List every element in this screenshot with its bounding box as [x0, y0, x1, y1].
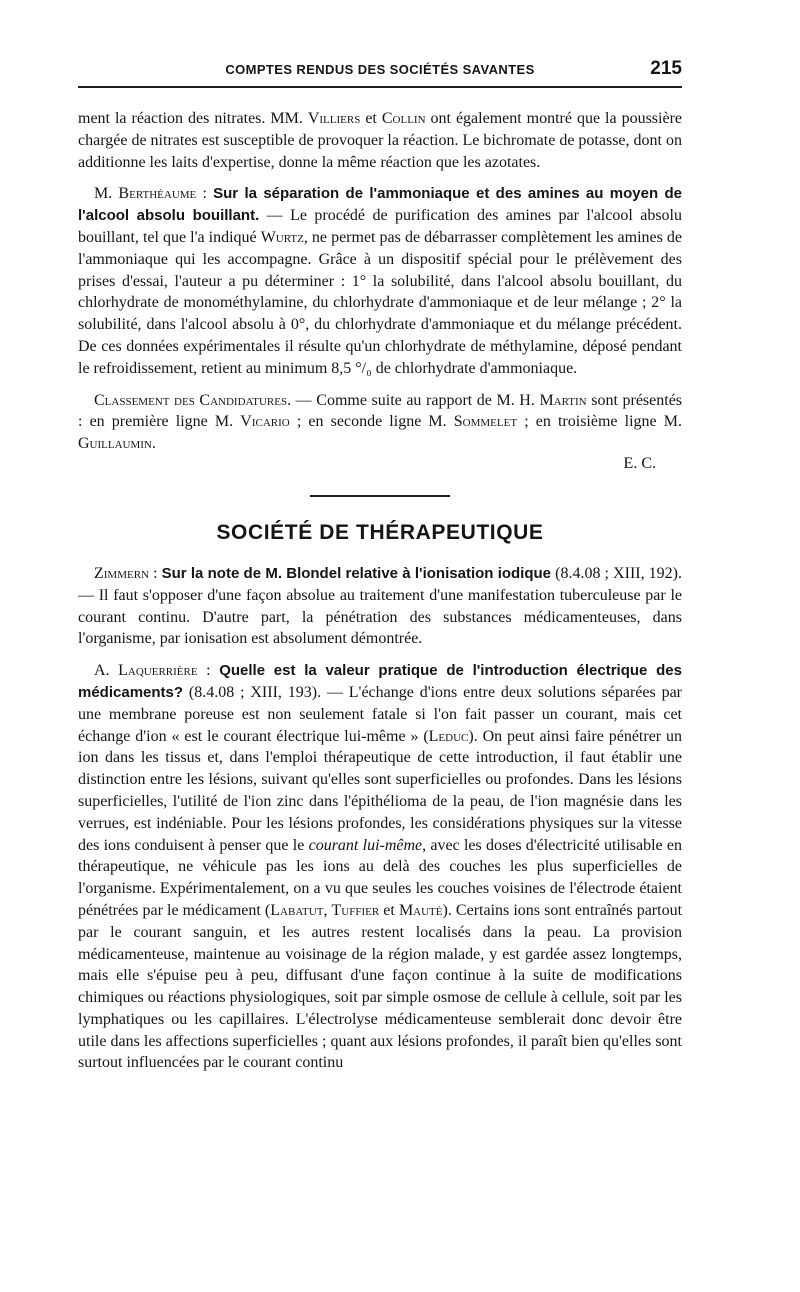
article-title: Sur la séparation de l'ammoniaque et des amines au moyen de l'alcool absolu bouillant.	[78, 185, 682, 225]
author-name: Sommelet	[453, 413, 518, 431]
signature-line	[78, 455, 682, 473]
paragraph-nitrates: ment la réaction des nitrates. MM. Villiers et Collin ont également montré que la poussière chargée de nitrates est susceptible de provoquer la réaction. Le bichromate de potasse, dont on additionne les laits d'expertise, donne la même réaction que les azotates.	[78, 110, 683, 171]
article-title: Quelle est la valeur pratique de l'introduction électrique des médicaments?	[78, 662, 682, 701]
paragraph-laquerriere: A. Laquerrière : Quelle est la valeur pratique de l'introduction électrique des médicaments? (8.4.08 ; XIII, 193). — L'échange d'ions entre deux solutions séparées par une membrane poreuse est non seulement fatale si l'on fait passer un courant, mais cet échange d'ion « est le courant électrique lui-même » (Leduc). On peut ainsi faire pénétrer un ion dans les tissus et, dans l'emploi thérapeutique de cette introduction, il faut établir une distinction entre les lésions, suivant qu'elles sont superficielles ou profondes. Dans les lésions superficielles, l'utilité de l'ion zinc dans l'épithélioma de la peau, de l'ion magnésie dans les verrues, est indéniable. Pour les lésions profondes, les considérations physiques sur la vitesse des ions conduisent à penser que le courant lui-même, avec les doses d'électricité utilisable en thérapeutique, ne véhicule pas les ions au delà des couches les plus superficielles de l'organisme. Expérimentalement, on a vu que seules les couches voisines de l'électrode étaient pénétrées par le médicament (Labatut, Tuffier et Mauté). Certains ions sont entraînés partout par le courant sanguin, et les autres restent localisés dans la peau. La provision médicamenteuse, maintenue au voisinage de la région malade, y est gardée assez longtemps, mais elle s'épuise peu à peu, diffusant d'une façon continue à la suite de modifications chimiques ou réactions physiologiques, soit par simple osmose de cellule à cellule, soit par les lymphatiques ou les capillaires. L'électrolyse médicamenteuse semblerait donc devoir être utile dans les affections superficielles ; quant aux lésions profondes, il paraît bien qu'elles sont surtout influencées par le courant continu	[78, 662, 683, 1072]
author-name: Berthéaume	[118, 185, 197, 203]
running-header	[78, 58, 682, 88]
author-name: Wurtz	[260, 228, 304, 246]
section-heading: SOCIÉTÉ DE THÉRAPEUTIQUE	[216, 520, 544, 544]
author-name: Martin	[539, 391, 587, 409]
section-label: Classement des Candidatures.	[94, 391, 292, 409]
paragraph-zimmern: Zimmern : Sur la note de M. Blondel relative à l'ionisation iodique (8.4.08 ; XIII, 192). — Il faut s'opposer d'une façon absolue au traitement d'une manifestation tuberculeuse par le courant continu. D'autre part, la pénétration des substances médicamenteuses, dans l'organisme, par ionisation est absolument démontrée.	[78, 564, 683, 648]
article-title: Sur la note de M. Blondel relative à l'ionisation iodique	[161, 564, 552, 582]
author-name: Collin	[381, 110, 426, 127]
signature: E. C.	[623, 454, 656, 472]
document-page	[78, 58, 682, 1084]
author-name: Tuffier	[331, 901, 380, 919]
paragraph-bertheaume: M. Berthéaume : Sur la séparation de l'ammoniaque et des amines au moyen de l'alcool absolu bouillant. — Le procédé de purification des amines par l'alcool absolu bouillant, tel que l'a indiqué Wurtz, ne permet pas de débarrasser complètement les amines de l'ammoniaque qui les accompagne. Grâce à un dispositif spécial pour le prélèvement des prises d'essai, l'auteur a pu déterminer : 1° la solubilité, dans l'alcool absolu bouillant, du chlorhydrate de monométhylamine, du chlorhydrate d'ammoniaque et de leur mélange ; 2° la solubilité, dans l'alcool absolu à 0°, du chlorhydrate d'ammoniaque et du mélange précédent. De ces données expérimentales il résulte qu'un chlorhydrate de méthylamine, déposé pendant le refroidissement, retient au minimum 8,5 °/₀ de chlorhydrate d'ammoniaque.	[78, 185, 682, 377]
author-name: Mauté	[398, 901, 443, 919]
author-name: Villiers	[307, 110, 361, 127]
body-text	[78, 108, 682, 1074]
paragraph-candidatures: Classement des Candidatures. — Comme suite au rapport de M. H. Martin sont présentés : en première ligne M. Vicario ; en seconde ligne M. Sommelet ; en troisième ligne M. Guillaumin.	[78, 391, 683, 453]
author-name: Zimmern	[94, 564, 149, 582]
emphasis: courant lui-même	[308, 836, 423, 854]
author-name: Vicario	[240, 413, 290, 431]
author-name: Labatut	[270, 901, 324, 919]
running-title: COMPTES RENDUS DES SOCIÉTÉS SAVANTES	[225, 62, 535, 77]
page-number: 215	[650, 58, 682, 79]
author-name: Guillaumin	[78, 435, 152, 453]
author-name: Leduc	[428, 727, 469, 745]
author-name: Laquerrière	[118, 662, 198, 680]
section-separator	[310, 495, 450, 497]
